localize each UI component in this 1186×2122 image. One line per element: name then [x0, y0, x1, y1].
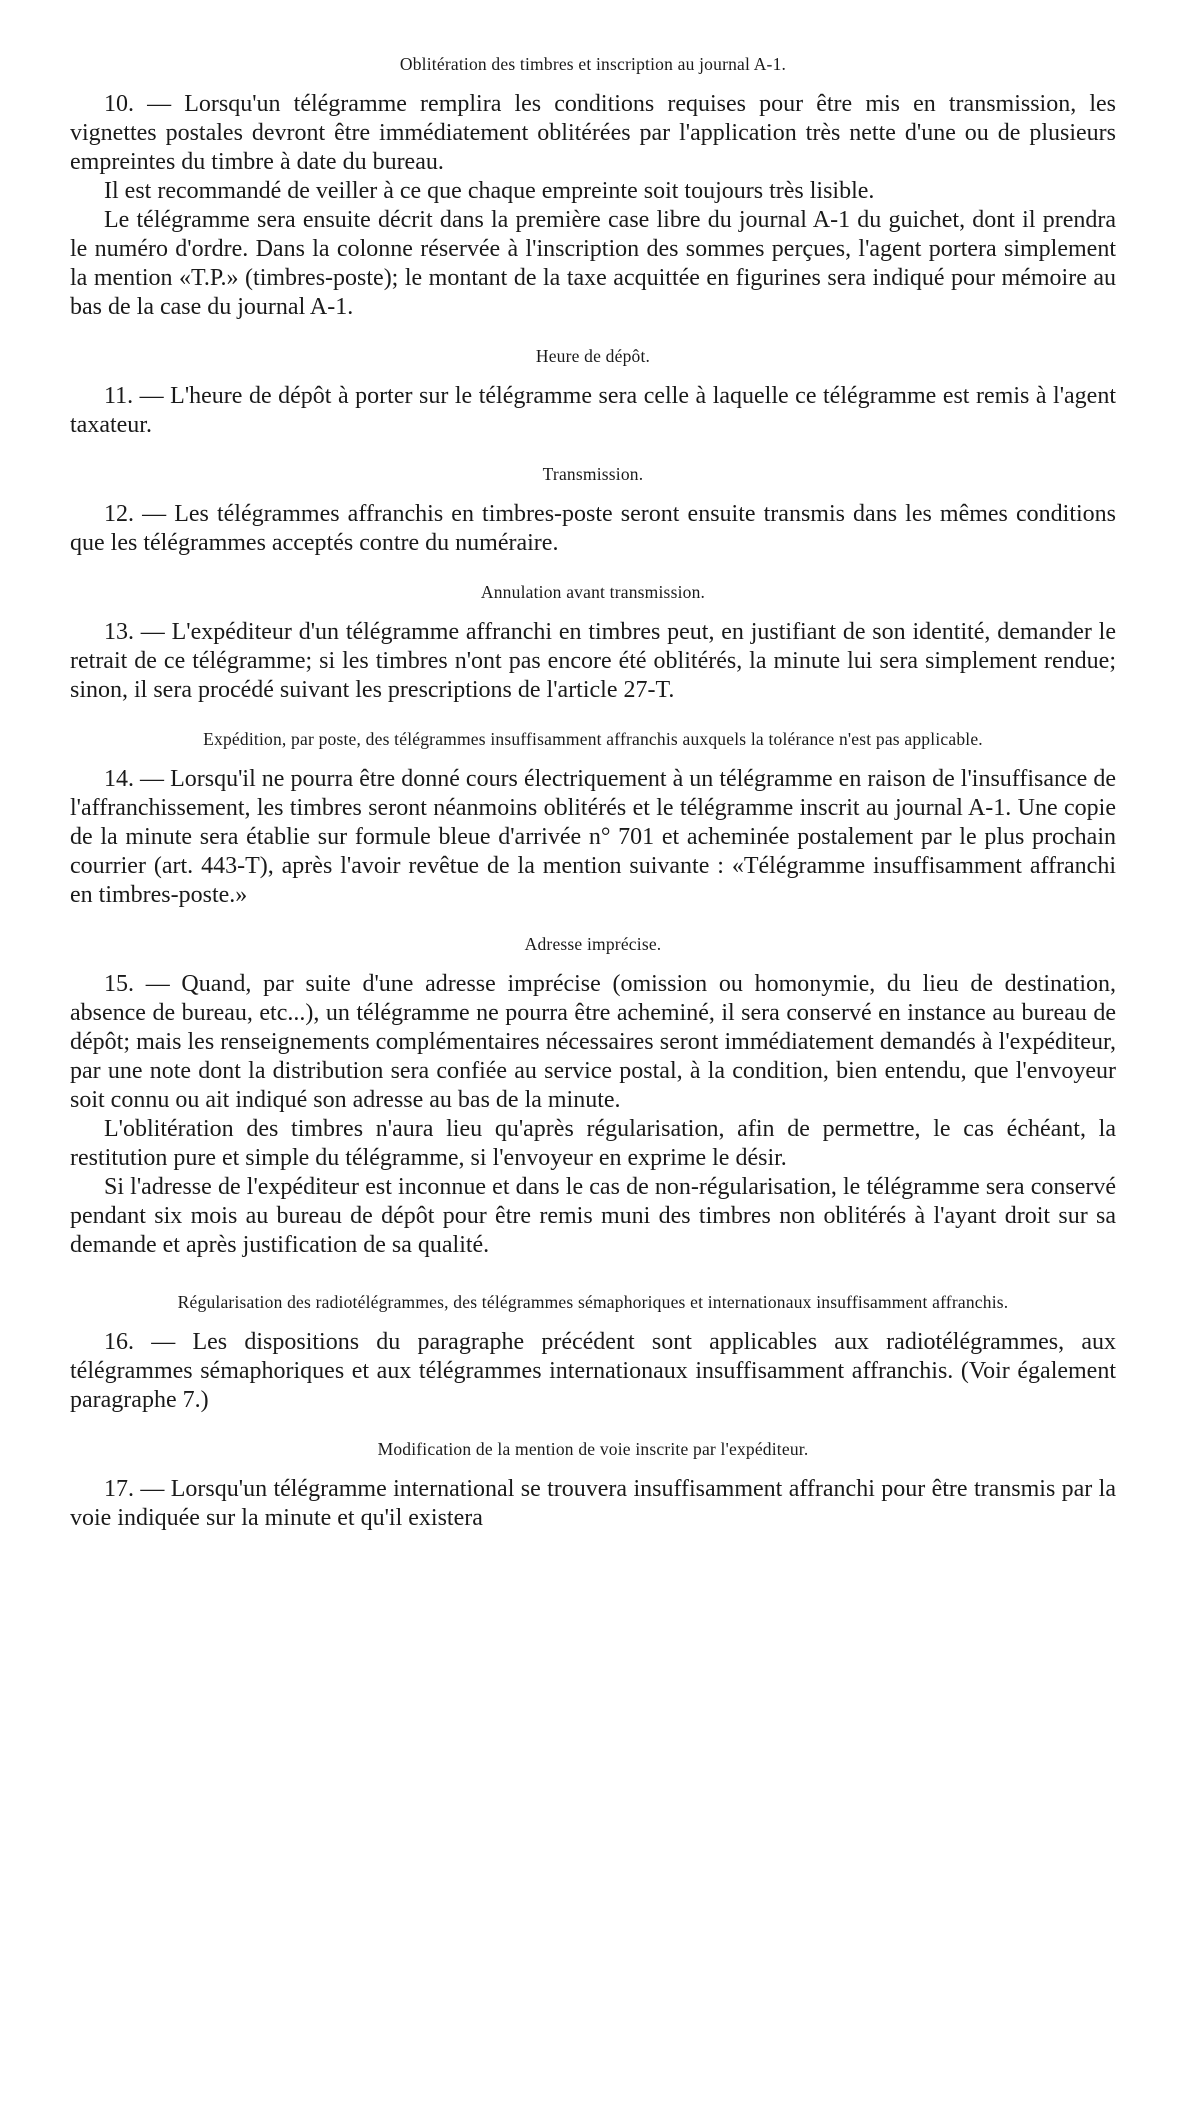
paragraph-12-1: 12. — Les télégrammes affranchis en timbres-poste seront ensuite transmis dans les mêmes conditions que les télégrammes acceptés contre du numéraire.	[70, 501, 1116, 556]
paragraph-11-1: 11. — L'heure de dépôt à porter sur le télégramme sera celle à laquelle ce télégramme est remis à l'agent taxateur.	[70, 383, 1116, 438]
paragraph-15-3: Si l'adresse de l'expéditeur est inconnue et dans le cas de non-régularisation, le télégramme sera conservé pendant six mois au bureau de dépôt pour être remis muni des timbres non oblitérés à l'ayant droit sur sa demande et après justification de sa qualité.	[70, 1174, 1116, 1258]
paragraph-16-1: 16. — Les dispositions du paragraphe précédent sont applicables aux radiotélégrammes, aux télégrammes sémaphoriques et aux télégrammes internationaux insuffisamment affranchis. (Voir également paragraphe 7.)	[70, 1329, 1116, 1413]
section-heading-14: Expédition, par poste, des télégrammes insuffisamment affranchis auxquels la tolérance n'est pas applicable.	[203, 729, 983, 749]
section-heading-11: Heure de dépôt.	[535, 346, 651, 366]
section-heading-13: Annulation avant transmission.	[480, 582, 706, 602]
paragraph-15-2: L'oblitération des timbres n'aura lieu qu'après régularisation, afin de permettre, le cas échéant, la restitution pure et simple du télégramme, si l'envoyeur en exprime le désir.	[70, 1116, 1116, 1171]
document-page	[70, 52, 1116, 1533]
section-heading-15: Adresse imprécise.	[524, 934, 662, 954]
paragraph-10-3: Le télégramme sera ensuite décrit dans la première case libre du journal A-1 du guichet, dont il prendra le numéro d'ordre. Dans la colonne réservée à l'inscription des sommes perçues, l'agent portera simplement la mention «T.P.» (timbres-poste); le montant de la taxe acquittée en figurines sera indiqué pour mémoire au bas de la case du journal A-1.	[70, 207, 1116, 320]
section-heading-12: Transmission.	[542, 464, 644, 484]
paragraph-13-1: 13. — L'expéditeur d'un télégramme affranchi en timbres peut, en justifiant de son identité, demander le retrait de ce télégramme; si les timbres n'ont pas encore été oblitérés, la minute lui sera simplement rendue; sinon, il sera procédé suivant les prescriptions de l'article 27-T.	[70, 619, 1116, 703]
section-heading-10: Oblitération des timbres et inscription au journal A-1.	[399, 54, 787, 74]
paragraph-14-1: 14. — Lorsqu'il ne pourra être donné cours électriquement à un télégramme en raison de l'insuffisance de l'affranchissement, les timbres seront néanmoins oblitérés et le télégramme inscrit au journal A-1. Une copie de la minute sera établie sur formule bleue d'arrivée n° 701 et acheminée postalement par le plus prochain courrier (art. 443-T), après l'avoir revêtue de la mention suivante : «Télégramme insuffisamment affranchi en timbres-poste.»	[70, 766, 1116, 908]
paragraph-17-1: 17. — Lorsqu'un télégramme international se trouvera insuffisamment affranchi pour être transmis par la voie indiquée sur la minute et qu'il existera	[70, 1476, 1116, 1531]
paragraph-15-1: 15. — Quand, par suite d'une adresse imprécise (omission ou homonymie, du lieu de destination, absence de bureau, etc...), un télégramme ne pourra être acheminé, il sera conservé en instance au bureau de dépôt; mais les renseignements complémentaires nécessaires seront immédiatement demandés à l'expéditeur, par une note dont la distribution sera confiée au service postal, à la condition, bien entendu, que l'envoyeur soit connu ou ait indiqué son adresse au bas de la minute.	[70, 971, 1116, 1113]
paragraph-10-1: 10. — Lorsqu'un télégramme remplira les conditions requises pour être mis en transmission, les vignettes postales devront être immédiatement oblitérées par l'application très nette d'une ou de plusieurs empreintes du timbre à date du bureau.	[70, 91, 1116, 175]
paragraph-10-2: Il est recommandé de veiller à ce que chaque empreinte soit toujours très lisible.	[104, 178, 875, 204]
section-heading-17: Modification de la mention de voie inscrite par l'expéditeur.	[377, 1439, 809, 1459]
section-heading-16: Régularisation des radiotélégrammes, des télégrammes sémaphoriques et internationaux insuffisamment affranchis.	[177, 1292, 1009, 1312]
